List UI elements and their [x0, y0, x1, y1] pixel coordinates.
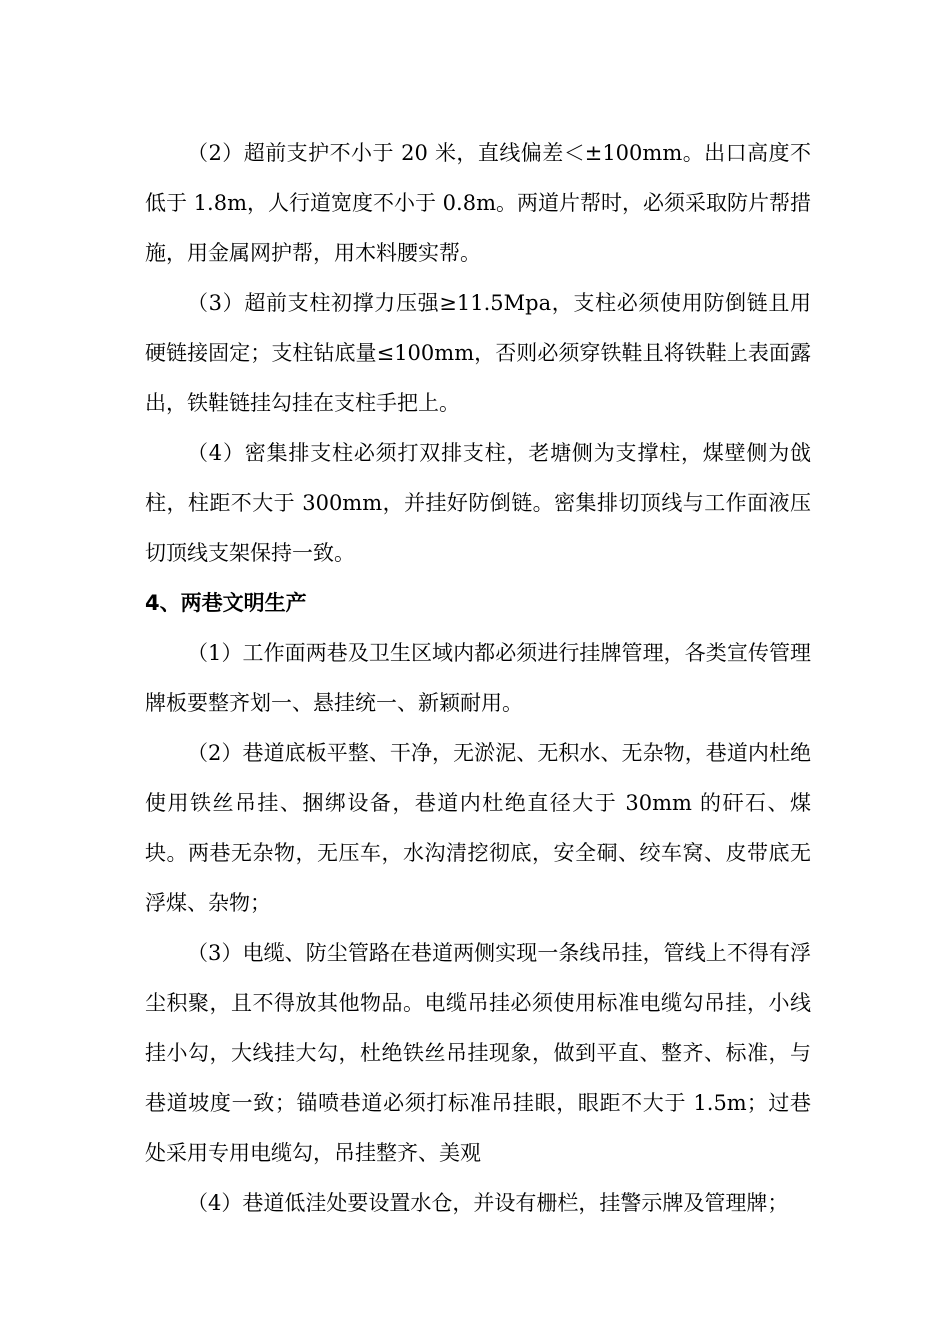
paragraph-water-sump: （4）巷道低洼处要设置水仓，并设有栅栏，挂警示牌及管理牌； [187, 1191, 789, 1215]
document-page [145, 128, 811, 1228]
paragraph-advance-prop-pressure: （3）超前支柱初撑力压强≥11.5Mpa，支柱必须使用防倒链且用硬链接固定；支柱钻底量≤100mm，否则必须穿铁鞋且将铁鞋上表面露出，铁鞋链挂勾挂在支柱手把上。 [145, 291, 811, 415]
paragraph-dense-prop-row: （4）密集排支柱必须打双排支柱，老塘侧为支撑柱，煤壁侧为戗柱，柱距不大于 300mm，并挂好防倒链。密集排切顶线与工作面液压切顶线支架保持一致。 [145, 441, 811, 565]
paragraph-cable-hanging: （3）电缆、防尘管路在巷道两侧实现一条线吊挂，管线上不得有浮尘积聚，且不得放其他物品。电缆吊挂必须使用标准电缆勾吊挂，小线挂小勾，大线挂大勾，杜绝铁丝吊挂现象，做到平直、整齐、标准，与巷道坡度一致；锚喷巷道必须打标准吊挂眼，眼距不大于 1.5m；过巷处采用专用电缆勾，吊挂整齐、美观 [145, 941, 811, 1165]
paragraph-roadway-floor: （2）巷道底板平整、干净，无淤泥、无积水、无杂物，巷道内杜绝使用铁丝吊挂、捆绑设备，巷道内杜绝直径大于 30mm 的矸石、煤块。两巷无杂物，无压车，水沟清挖彻底，安全硐、绞车窝、皮带底无浮煤、杂物； [145, 741, 811, 915]
section-heading: 4、两巷文明生产 [145, 591, 307, 615]
paragraph-signage: （1）工作面两巷及卫生区域内都必须进行挂牌管理，各类宣传管理牌板要整齐划一、悬挂统一、新颖耐用。 [145, 641, 811, 715]
paragraph-advance-support: （2）超前支护不小于 20 米，直线偏差＜±100mm。出口高度不低于 1.8m，人行道宽度不小于 0.8m。两道片帮时，必须采取防片帮措施，用金属网护帮，用木料腰实帮。 [145, 141, 811, 265]
